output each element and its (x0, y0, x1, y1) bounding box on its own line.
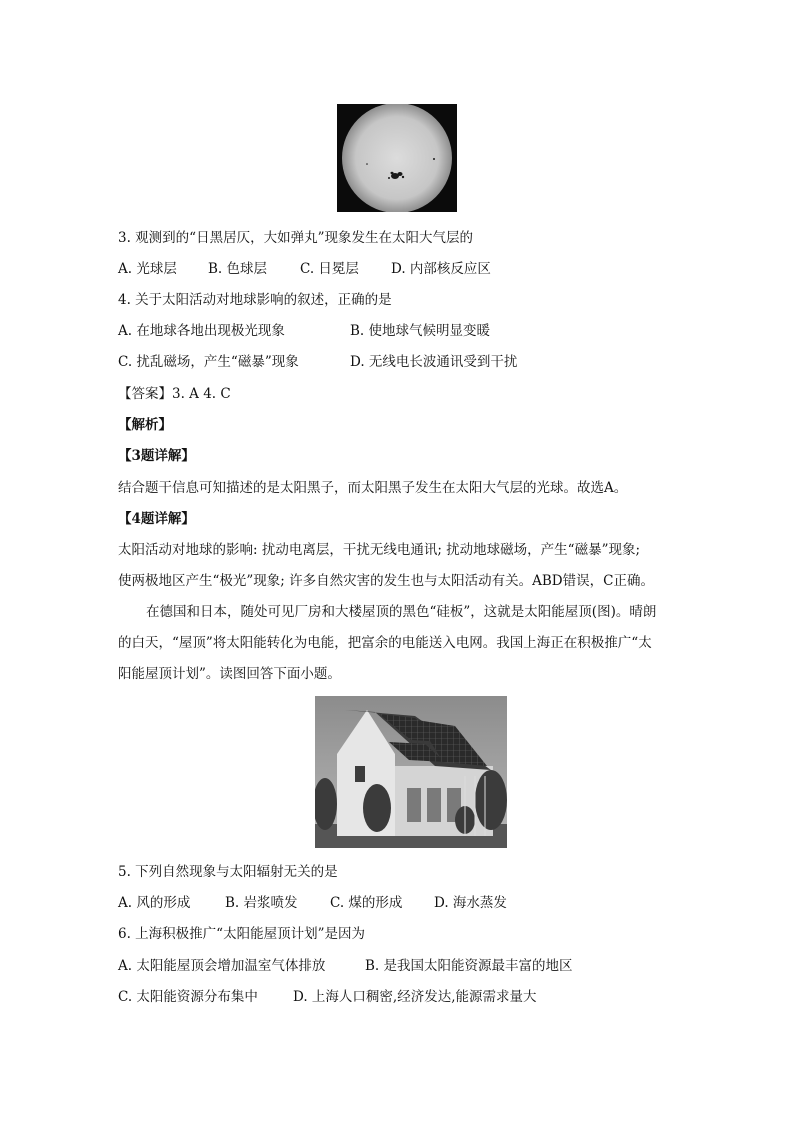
question-5-option-b: B. 岩浆喷发 (225, 895, 298, 911)
sun-disk-illustration (337, 104, 457, 212)
question-5-stem: 5. 下列自然现象与太阳辐射无关的是 (118, 864, 338, 880)
solar-roof-house-photo (315, 696, 507, 848)
question-6-option-b: B. 是我国太阳能资源最丰富的地区 (365, 958, 573, 974)
question-3-option-b: B. 色球层 (208, 261, 268, 277)
question-3-option-c: C. 日冕层 (300, 261, 359, 277)
question-4-detail-heading: 【4题详解】 (118, 511, 195, 527)
question-3-option-d: D. 内部核反应区 (391, 261, 491, 277)
question-5-option-c: C. 煤的形成 (330, 895, 403, 911)
house-illustration (315, 696, 507, 848)
answer-line: 【答案】3. A 4. C (118, 386, 231, 402)
question-3-detail: 结合题干信息可知描述的是太阳黑子，而太阳黑子发生在太阳大气层的光球。故选A。 (118, 480, 628, 496)
question-4-stem: 4. 关于太阳活动对地球影响的叙述，正确的是 (118, 292, 392, 308)
question-4-detail-line-1: 太阳活动对地球的影响: 扰动电离层，干扰无线电通讯; 扰动地球磁场，产生“磁暴”现象; (118, 542, 641, 558)
question-4-option-c: C. 扰乱磁场，产生“磁暴”现象 (118, 354, 299, 370)
question-3-stem: 3. 观测到的“日黑居仄，大如弹丸”现象发生在太阳大气层的 (118, 230, 473, 246)
question-5-option-a: A. 风的形成 (118, 895, 191, 911)
question-6-stem: 6. 上海积极推广“太阳能屋顶计划”是因为 (118, 926, 365, 942)
question-3-detail-heading: 【3题详解】 (118, 448, 195, 464)
question-6-option-c: C. 太阳能资源分布集中 (118, 989, 258, 1005)
question-4-detail-line-2: 使两极地区产生“极光”现象; 许多自然灾害的发生也与太阳活动有关。ABD错误，C正确。 (118, 573, 654, 589)
question-6-option-a: A. 太阳能屋顶会增加温室气体排放 (118, 958, 326, 974)
sun-photo (337, 104, 457, 212)
passage-line-1: 在德国和日本，随处可见厂房和大楼屋顶的黑色“硅板”，这就是太阳能屋顶(图)。晴朗 (146, 604, 657, 620)
analysis-heading: 【解析】 (118, 417, 172, 433)
question-6-option-d: D. 上海人口稠密,经济发达,能源需求量大 (293, 989, 537, 1005)
question-4-option-d: D. 无线电长波通讯受到干扰 (350, 354, 518, 370)
passage-line-2: 的白天，“屋顶”将太阳能转化为电能，把富余的电能送入电网。我国上海正在积极推广“太 (118, 635, 652, 651)
question-4-option-a: A. 在地球各地出现极光现象 (118, 323, 285, 339)
question-3-option-a: A. 光球层 (118, 261, 177, 277)
passage-line-3: 阳能屋顶计划”。读图回答下面小题。 (118, 666, 341, 682)
question-4-option-b: B. 使地球气候明显变暖 (350, 323, 491, 339)
question-5-option-d: D. 海水蒸发 (434, 895, 507, 911)
